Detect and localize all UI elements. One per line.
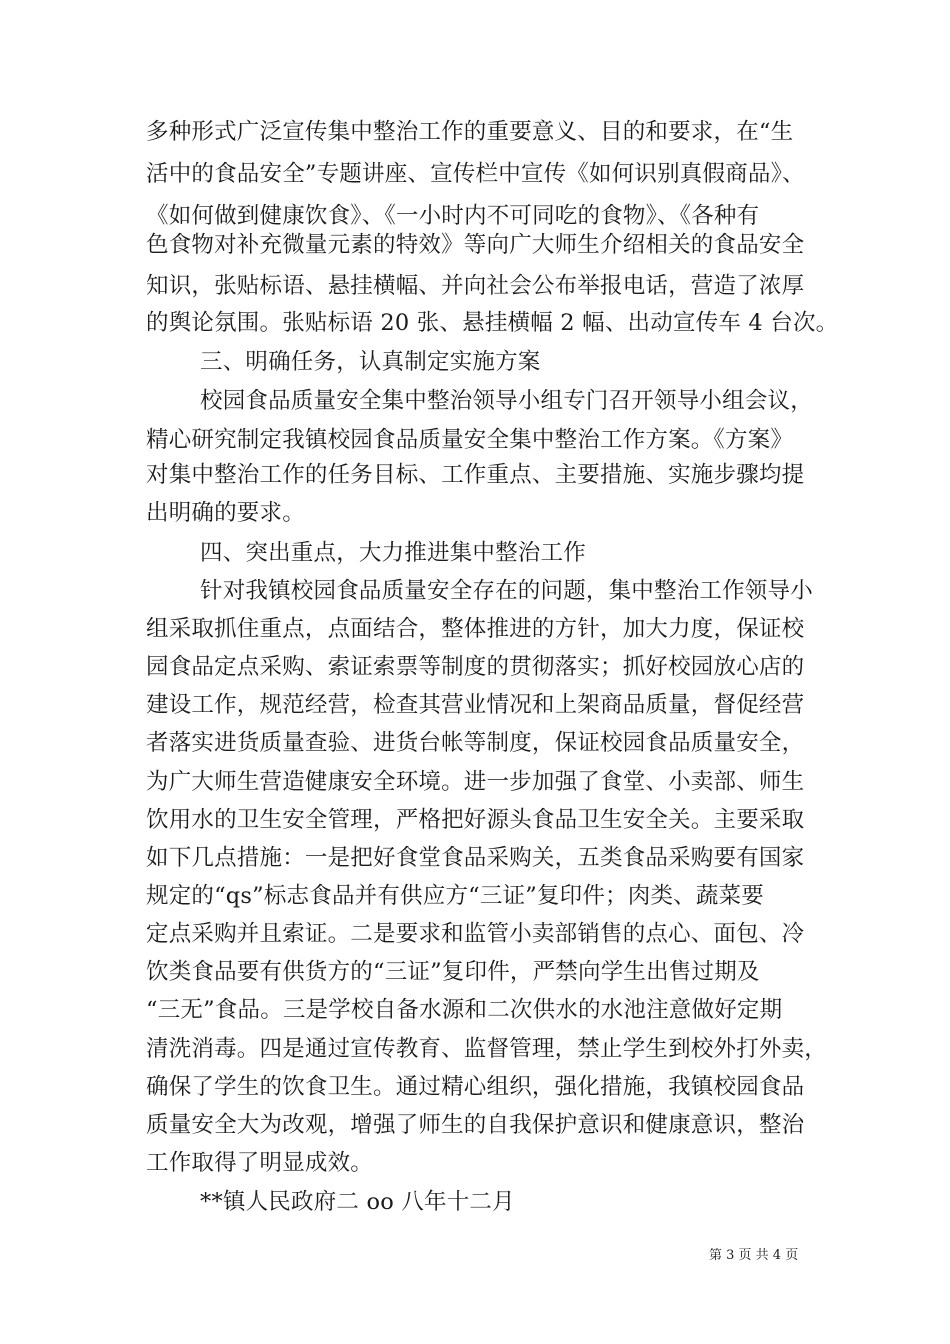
body-text-line: 针对我镇校园食品质量安全存在的问题，集中整治工作领导小	[200, 578, 813, 604]
body-text-line: 定点采购并且索证。二是要求和监管小卖部销售的点心、面包、冷	[146, 921, 805, 947]
body-text-line: 工作取得了明显成效。	[146, 1150, 374, 1176]
body-text-line: 对集中整治工作的任务目标、工作重点、主要措施、实施步骤均提	[146, 462, 805, 488]
body-text-line: 知识，张贴标语、悬挂横幅、并向社会公布举报电话，营造了浓厚	[146, 273, 805, 299]
body-text-line: 规定的“qs”标志食品并有供应方“三证”复印件；肉类、蔬菜要	[146, 883, 764, 909]
body-text-line: 清洗消毒。四是通过宣传教育、监督管理，禁止学生到校外打外卖，	[146, 1036, 828, 1062]
body-text-line: 如下几点措施：一是把好食堂食品采购关，五类食品采购要有国家	[146, 845, 805, 871]
signature-line: **镇人民政府二 oo 八年十二月	[200, 1189, 515, 1215]
body-text-line: 确保了学生的饮食卫生。通过精心组织，强化措施，我镇校园食品	[146, 1074, 805, 1100]
body-text-line: 《如何做到健康饮食》、《一小时内不可同吃的食物》、《各种有	[146, 203, 760, 229]
body-text-line: 质量安全大为改观，增强了师生的自我保护意识和健康意识，整治	[146, 1112, 805, 1138]
body-text-line: 组采取抓住重点，点面结合，整体推进的方针，加大力度，保证校	[146, 616, 805, 642]
body-text-line: 的舆论氛围。张贴标语 20 张、悬挂横幅 2 幅、出动宣传车 4 台次。	[146, 310, 839, 336]
section-heading: 四、突出重点，大力推进集中整治工作	[200, 540, 586, 566]
body-text-line: 色食物对补充微量元素的特效》等向广大师生介绍相关的食品安全	[146, 232, 805, 258]
body-text-line: 校园食品质量安全集中整治领导小组专门召开领导小组会议，	[200, 388, 813, 414]
body-text-line: 饮用水的卫生安全管理，严格把好源头食品卫生安全关。主要采取	[146, 807, 805, 833]
section-heading: 三、明确任务，认真制定实施方案	[200, 349, 541, 375]
body-text-line: 者落实进货质量查验、进货台帐等制度，保证校园食品质量安全，	[146, 730, 805, 756]
body-text-line: 园食品定点采购、索证索票等制度的贯彻落实；抓好校园放心店的	[146, 654, 805, 680]
body-text-line: 多种形式广泛宣传集中整治工作的重要意义、目的和要求，在“生	[146, 119, 794, 145]
page-number: 第 3 页 共 4 页	[709, 1248, 799, 1263]
body-text-line: 为广大师生营造健康安全环境。进一步加强了食堂、小卖部、师生	[146, 769, 805, 795]
body-text-line: “三无”食品。三是学校自备水源和二次供水的水池注意做好定期	[146, 997, 783, 1023]
body-text-line: 饮类食品要有供货方的“三证”复印件，严禁向学生出售过期及	[146, 959, 760, 985]
body-text-line: 活中的食品安全”专题讲座、宣传栏中宣传《如何识别真假商品》、	[146, 161, 805, 187]
body-text-line: 建设工作，规范经营，检查其营业情况和上架商品质量，督促经营	[146, 692, 805, 718]
body-text-line: 出明确的要求。	[146, 500, 305, 526]
body-text-line: 精心研究制定我镇校园食品质量安全集中整治工作方案。《方案》	[146, 427, 794, 453]
